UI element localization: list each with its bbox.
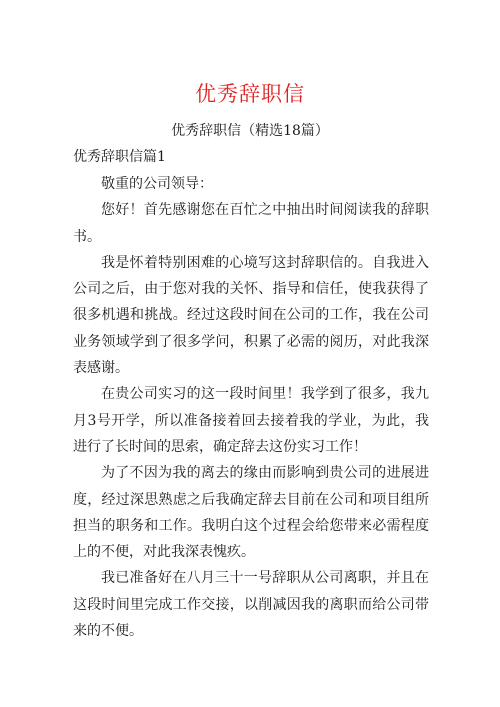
letter-greeting: 敬重的公司领导： <box>101 176 213 192</box>
letter-paragraph: 在贵公司实习的这一段时间里！我学到了很多，我九月3号开学，所以准备接着回去接着我的学业，为此，我进行了长时间的思索，确定辞去这份实习工作！ <box>73 386 429 455</box>
letter-paragraph: 我已准备好在八月三十一号辞职从公司离职，并且在这段时间里完成工作交接，以削减因我的离职而给公司带来的不便。 <box>73 570 429 640</box>
document-title: 优秀辞职信 <box>195 82 305 106</box>
letter-paragraph: 您好！首先感谢您在百忙之中抽出时间阅读我的辞职书。 <box>73 202 429 245</box>
document-subtitle: 优秀辞职信（精选18篇） <box>171 123 329 139</box>
letter-paragraph: 为了不因为我的离去的缘由而影响到贵公司的进展进度，经过深思熟虑之后我确定辞去目前在公司和项目组所担当的职务和工作。我明白这个过程会给您带来必需程度上的不便，对此我深表愧疚。 <box>73 465 429 561</box>
letter-body <box>73 171 429 644</box>
section-heading: 优秀辞职信篇1 <box>73 149 166 165</box>
letter-paragraph: 我是怀着特别困难的心境写这封辞职信的。自我进入公司之后，由于您对我的关怀、指导和信任，使我获得了很多机遇和挑战。经过这段时间在公司的工作，我在公司业务领域学到了很多学问，积累了必需的阅历，对此我深表感谢。 <box>73 254 429 377</box>
